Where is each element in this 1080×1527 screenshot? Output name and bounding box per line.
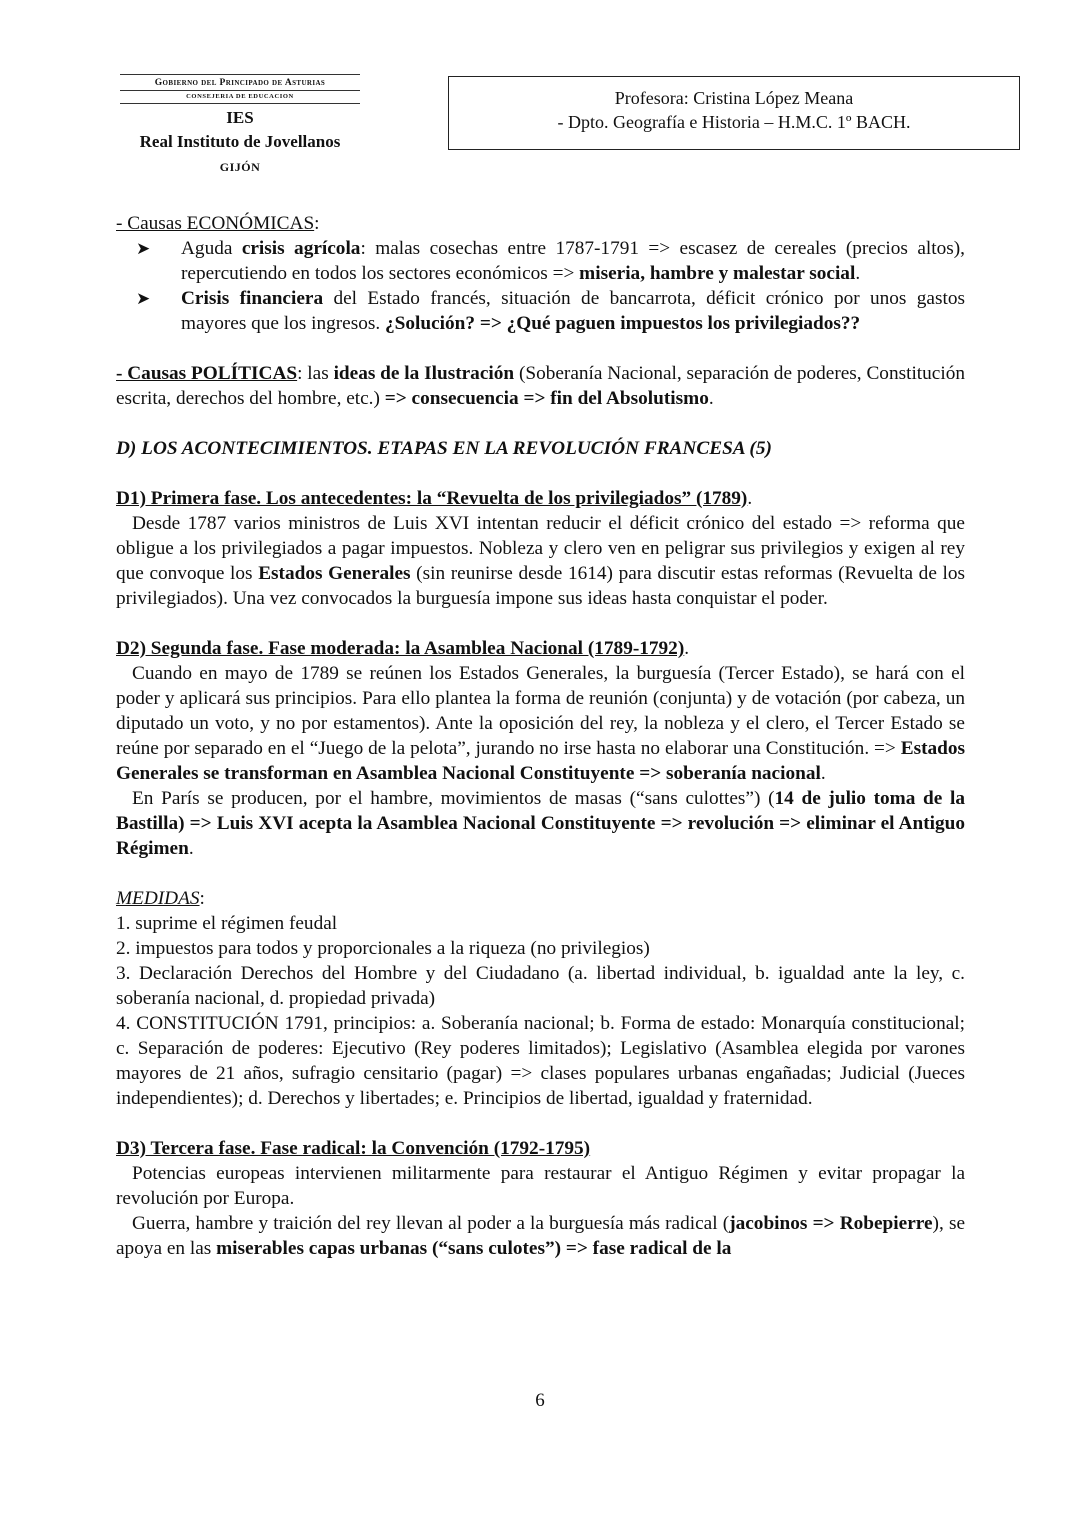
bold-text: 14 de julio toma de la Bastilla) => Luis XVI acepta la Asamblea Nacional Constituyente => revolución => eliminar el Antiguo Régimen — [116, 788, 965, 859]
d3-heading-text: D3) Tercera fase. Fase radical: la Convención (1792-1795) — [116, 1138, 591, 1159]
section-d-title: D) LOS ACONTECIMIENTOS. ETAPAS EN LA REVOLUCIÓN FRANCESA (5) — [116, 438, 772, 459]
text: Cuando en mayo de 1789 se reúnen los Estados Generales, la burguesía (Tercer Estado), se hará con el poder y aplicará sus principios. Para ello plantea la forma de reunión (conjunta) y de votación (por cabeza, un diputado un voto, y no por estamentos). Ante la oposición del rey, la nobleza y el clero, el Tercer Estado se reúne por separado en el “Juego de la pelota”, jurando no irse hasta no elaborar una Constitución. => — [116, 663, 965, 759]
bullet-crisis-agricola: ➤ Aguda crisis agrícola: malas cosechas entre 1787-1791 => escasez de cereales (precios altos), repercutiendo en todos los sectores económicos => miseria, hambre y malestar social. — [136, 238, 965, 284]
bold-text: Crisis financiera — [181, 288, 324, 309]
medidas-label: MEDIDAS: — [116, 888, 205, 909]
d1-heading: D1) Primera fase. Los antecedentes: la “Revuelta de los privilegiados” (1789). — [116, 488, 753, 509]
d1-heading-text: D1) Primera fase. Los antecedentes: la “Revuelta de los privilegiados” (1789) — [116, 488, 748, 509]
d2-heading: D2) Segunda fase. Fase moderada: la Asamblea Nacional (1789-1792). — [116, 638, 690, 659]
d3-paragraph-2 — [116, 1211, 965, 1261]
page-number: 6 — [535, 1390, 545, 1411]
logo-government: Gobierno del Principado de Asturias — [120, 74, 360, 91]
spacer — [116, 611, 965, 636]
bold-text: miserables capas urbanas (“sans culotes”) => fase radical de la — [216, 1238, 732, 1259]
medida-item: 3. Declaración Derechos del Hombre y del Ciudadano (a. libertad individual, b. igualdad ante la ley, c. soberanía nacional, d. propiedad privada) — [116, 963, 965, 1009]
header-box — [448, 76, 1020, 150]
text: (Soberanía Nacional, separación de poderes, Constitución escrita, derechos del hombre, etc.) — [116, 363, 966, 409]
logo-consejeria: CONSEJERIA DE EDUCACION — [120, 91, 360, 104]
bold-text: => consecuencia => fin del Absolutismo — [384, 388, 709, 409]
text: (sin reunirse desde 1614) para discutir estas reformas (Revuelta de los privilegiados). Una vez convocados la burguesía impone sus ideas hasta conquistar el poder. — [116, 563, 965, 609]
politicas-heading: - Causas POLÍTICAS — [116, 363, 298, 384]
d2-heading-text: D2) Segunda fase. Fase moderada: la Asamblea Nacional (1789-1792) — [116, 638, 685, 659]
teacher-name: Profesora: Cristina López Meana — [614, 88, 854, 108]
bold-text: ¿Solución? => ¿Qué paguen impuestos los privilegiados?? — [385, 313, 861, 334]
d1-paragraph — [116, 511, 965, 611]
spacer — [116, 336, 965, 361]
bullet-crisis-financiera — [116, 286, 965, 336]
bold-text: Estados Generales se transforman en Asamblea Nacional Constituyente => soberanía nacional — [116, 738, 965, 784]
medida-item: 1. suprime el régimen feudal — [116, 913, 338, 934]
medida-item: 4. CONSTITUCIÓN 1791, principios: a. Soberanía nacional; b. Forma de estado: Monarquía constitucional; c. Separación de poderes: Ejecutivo (Rey poderes limitados); Legislativo (Asamblea elegida por varones mayores de 21 años, sufragio censitario (pagar) => clases populares urbanas engañadas; Judicial (Jueces independientes); d. Derechos y libertades; e. Principios de libertad, igualdad y fraternidad. — [116, 1013, 965, 1109]
d2-paragraph-2: En París se producen, por el hambre, movimientos de masas (“sans culottes”) (14 de julio toma de la Bastilla) => Luis XVI acepta la Asamblea Nacional Constituyente => revolución => eliminar el Antiguo Régimen. — [116, 788, 965, 859]
arrow-bullet-icon: ➤ — [136, 239, 151, 258]
logo-institute: Real Instituto de Jovellanos — [139, 132, 341, 151]
medidas-label-text: MEDIDAS — [116, 888, 200, 909]
spacer — [116, 411, 965, 436]
bold-text: Estados Generales — [258, 563, 411, 584]
medida-item: 2. impuestos para todos y proporcionales a la riqueza (no privilegios) — [116, 938, 650, 959]
bold-text: jacobinos => Robepierre — [729, 1213, 933, 1234]
economicas-heading-text: - Causas ECONÓMICAS — [116, 213, 315, 234]
text: ), se apoya en las — [116, 1213, 966, 1259]
department: - Dpto. Geografía e Historia – H.M.C. 1º BACH. — [557, 112, 911, 132]
text: Desde 1787 varios ministros de Luis XVI intentan reducir el déficit crónico del estado => reforma que obligue a los privilegiados a pagar impuestos. Nobleza y clero ven en peligrar sus privilegios y exigen al rey que convoque los — [116, 513, 965, 584]
spacer — [116, 461, 965, 486]
text: En París se producen, por el hambre, movimientos de masas (“sans culottes”) ( — [132, 788, 775, 809]
bold-text: ideas de la Ilustración — [333, 363, 515, 384]
spacer — [116, 1111, 965, 1136]
arrow-bullet-icon: ➤ — [136, 289, 151, 308]
logo-city: GIJÓN — [219, 160, 261, 174]
text: del Estado francés, situación de bancarrota, déficit crónico por unos gastos mayores que los ingresos. — [181, 288, 965, 334]
politicas-paragraph: - Causas POLÍTICAS: las ideas de la Ilustración (Soberanía Nacional, separación de poderes, Constitución escrita, derechos del hombre, etc.) => consecuencia => fin del Absolutismo. — [116, 363, 966, 409]
bold-text: crisis agrícola — [241, 238, 361, 259]
text: Guerra, hambre y traición del rey llevan al poder a la burguesía más radical ( — [132, 1213, 730, 1234]
text: Aguda — [181, 238, 242, 259]
page-content — [116, 211, 965, 1261]
economicas-heading: - Causas ECONÓMICAS: — [116, 213, 320, 234]
logo-ies: IES — [226, 108, 254, 127]
spacer — [116, 861, 965, 886]
text: : malas cosechas entre 1787-1791 => escasez de cereales (precios altos), repercutiendo en todos los sectores económicos => — [181, 238, 965, 284]
d3-heading — [116, 1136, 965, 1161]
d3-paragraph-1: Potencias europeas intervienen militarmente para restaurar el Antiguo Régimen y evitar propagar la revolución por Europa. — [116, 1163, 965, 1209]
d2-paragraph-1: Cuando en mayo de 1789 se reúnen los Estados Generales, la burguesía (Tercer Estado), se hará con el poder y aplicará sus principios. Para ello plantea la forma de reunión (conjunta) y de votación (por cabeza, un diputado un voto, y no por estamentos). Ante la oposición del rey, la nobleza y el clero, el Tercer Estado se reúne por separado en el “Juego de la pelota”, jurando no irse hasta no elaborar una Constitución. => Estados Generales se transforman en Asamblea Nacional Constituyente => soberanía nacional. — [116, 663, 965, 784]
text: : las — [297, 363, 334, 384]
school-logo — [120, 74, 360, 175]
bold-text: miseria, hambre y malestar social — [579, 263, 856, 284]
